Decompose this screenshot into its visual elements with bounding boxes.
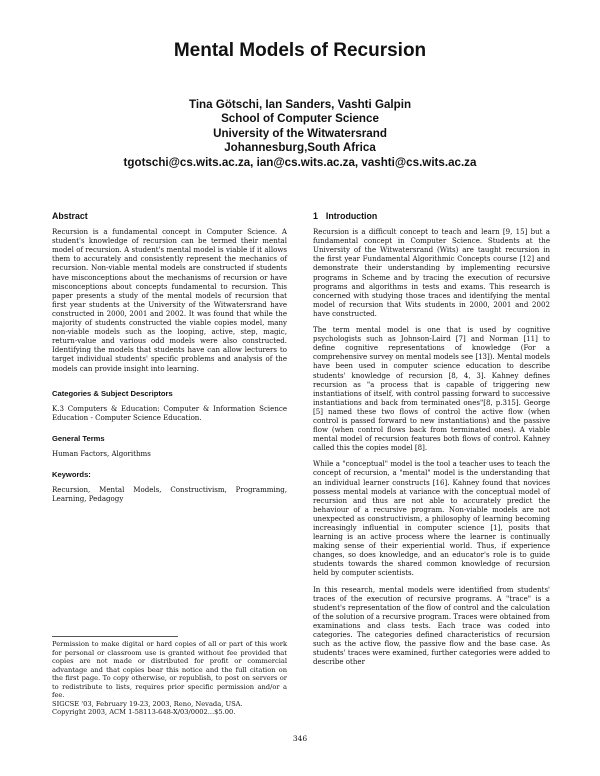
venue-line: SIGCSE '03, February 19-23, 2003, Reno, Nevada, USA. xyxy=(52,699,243,708)
author-location: Johannesburg,South Africa xyxy=(224,141,376,155)
author-department: School of Computer Science xyxy=(221,112,379,126)
author-names: Tina Götschi, Ian Sanders, Vashti Galpin xyxy=(188,98,412,111)
general-terms-heading: General Terms xyxy=(52,433,105,443)
intro-paragraph: The term mental model is one that is used by cognitive psychologists such as Johnson-Laird [7] and Norman [11] to define cognitive representations of knowledge (For a comprehensive survey on mental models see [13]). Mental models have been used in computer science education to describe students' knowledge of recursion [8, 4, 3]. Kahney defines recursion as "a process that is capable of triggering new instantiations of itself, with control passing forward to successive instantiations and back from terminated ones"[8, p.315]. George [5] named these two flows of control the active flow (when control is passed forward to new instantiations) and the passive flow (when control flows back from terminated ones). A viable mental model of recursion features both flows of control. Kahney called this the copies model [8]. xyxy=(313,325,550,453)
paper-title: Mental Models of Recursion xyxy=(173,40,427,61)
abstract-heading: Abstract xyxy=(52,211,88,221)
author-university: University of the Witwatersrand xyxy=(213,126,387,140)
abstract-text: Recursion is a fundamental concept in Computer Science. A student's knowledge of recursion can be termed their mental model of recursion. A student's mental model is viable if it allows them to accurately and consistently represent the mechanics of recursion. Non-viable mental models are constructed if students have misconceptions about the mechanisms of recursion or have misconceptions about concepts fundamental to recursion. This paper presents a study of the mental models of recursion that first year students at the University of the Witwatersrand have constructed in 2000, 2001 and 2002. It was found that while the majority of students constructed the viable copies model, many non-viable models such as the looping, active, step, magic, return-value and various odd models were also constructed. Identifying the models that students have can allow lecturers to target individual students' specific problems and analysis of the models can provide insight into learning. xyxy=(52,227,287,373)
introduction-heading xyxy=(313,212,550,221)
keywords-text: Recursion, Mental Models, Constructivism, Programming, Learning, Pedagogy xyxy=(52,485,287,504)
author-block xyxy=(0,98,600,170)
right-column xyxy=(313,212,550,673)
footnote-rule xyxy=(52,636,178,637)
author-emails[interactable]: tgotschi@cs.wits.ac.za, ian@cs.wits.ac.za, vashti@cs.wits.ac.za xyxy=(123,155,477,169)
page-number: 346 xyxy=(292,734,308,743)
section-number: 1 xyxy=(313,211,318,221)
keywords-heading: Keywords: xyxy=(52,470,91,480)
left-column xyxy=(52,212,287,510)
intro-paragraph: In this research, mental models were identified from students' traces of the execution of recursive programs. A "trace" is a student's representation of the flow of control and the calculation of the solution of a recursive program. Traces were obtained from examinations and class tests. Each trace was coded into categories. The categories defined characteristics of recursion such as the active flow, the passive flow and the base case. As students' traces were examined, further categories were added to describe other xyxy=(313,584,550,667)
intro-paragraph: Recursion is a difficult concept to teach and learn [9, 15] but a fundamental concept in Computer Science. Students at the University of the Witwatersrand (Wits) are taught recursion in the first year Fundamental Algorithmic Concepts course [12] and demonstrate their understanding by implementing recursive programs in Scheme and by tracing the execution of recursive programs and algorithms in tests and exams. This research is concerned with studying those traces and identifying the mental model of recursion that Wits students in 2000, 2001 and 2002 have constructed. xyxy=(313,227,550,318)
categories-text: K.3 Computers & Education: Computer & Information Science Education - Computer Science Education. xyxy=(52,403,287,422)
intro-paragraph: While a "conceptual" model is the tool a teacher uses to teach the concept of recursion, a "mental" model is the understanding that an individual learner constructs [16]. Kahney found that novices possess mental models at variance with the conceptual model of recursion and thus are not able to accurately predict the behaviour of a recursive program. Non-viable models are not unexpected as constructivism, a philosophy of learning becoming increasingly influential in computer science [1], posits that learning is an active process where the learner is continually making sense of their experiential world. Thus, if experience changes, so does knowledge, and an educator's role is to guide students towards the shared common knowledge of recursion held by computer scientists. xyxy=(313,459,550,578)
copyright-line: Copyright 2003, ACM 1-58113-648-X/03/0002...$5.00. xyxy=(52,708,236,716)
permission-notice xyxy=(52,640,287,717)
section-title: Introduction xyxy=(325,211,378,221)
categories-heading: Categories & Subject Descriptors xyxy=(52,388,173,398)
general-terms-text: Human Factors, Algorithms xyxy=(52,448,151,458)
permission-text: Permission to make digital or hard copies of all or part of this work for personal or classroom use is granted without fee provided that copies are not made or distributed for profit or commercial advantage and that copies bear this notice and the full citation on the first page. To copy otherwise, or republish, to post on servers or to redistribute to lists, requires prior specific permission and/or a fee. xyxy=(52,640,287,699)
